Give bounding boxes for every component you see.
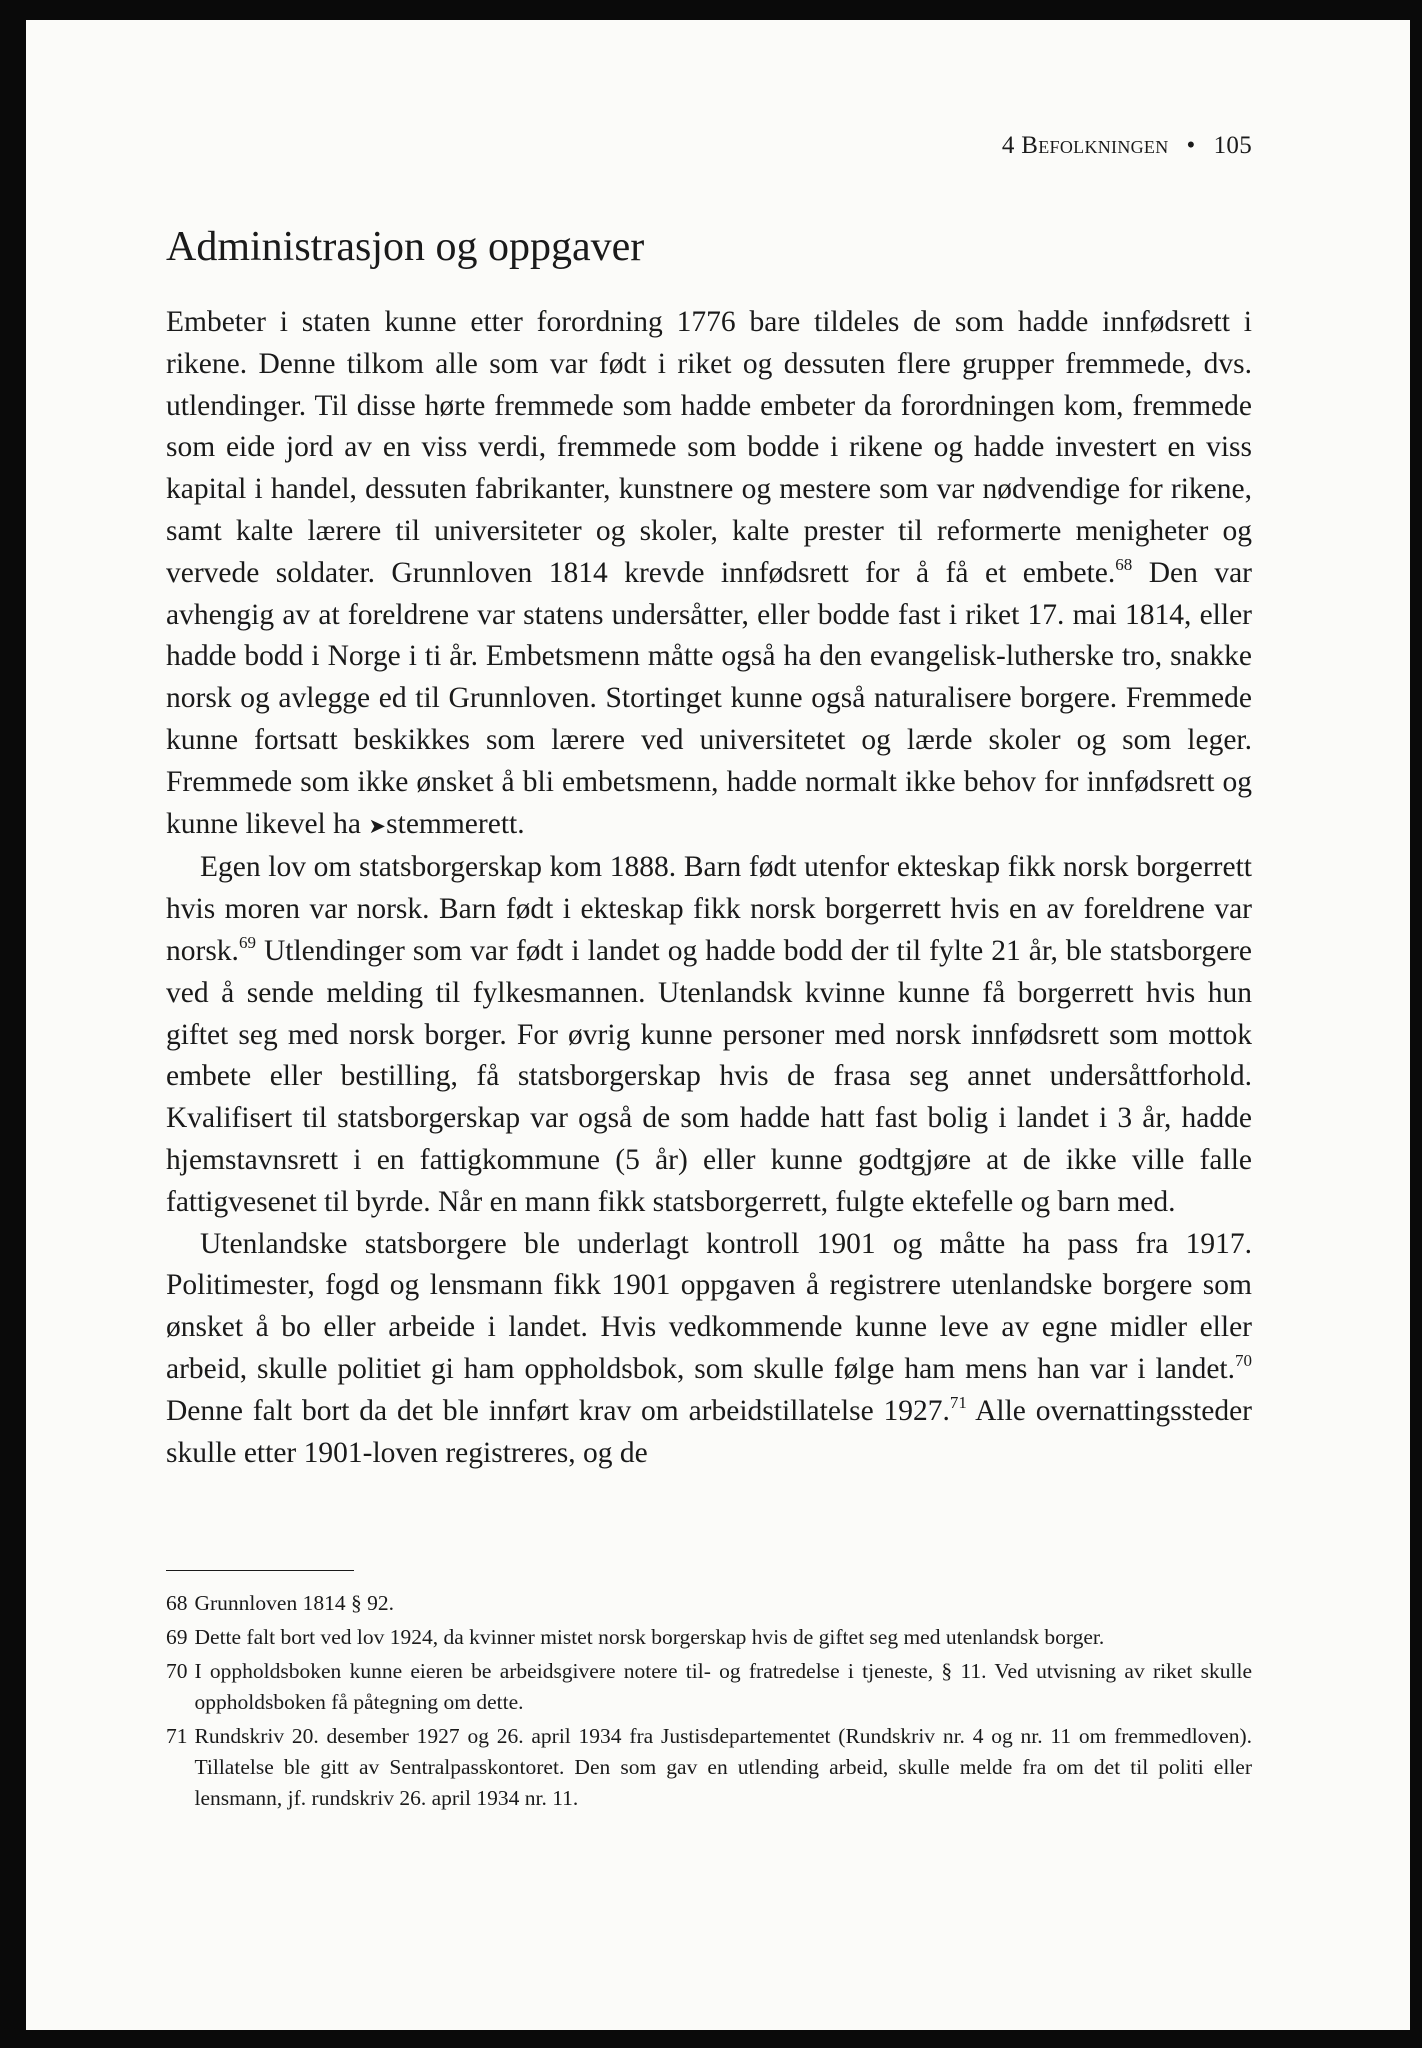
body-text (166, 302, 1252, 1474)
cross-reference-arrow-icon: ➤ (368, 813, 387, 838)
paragraph-3-part-2: Denne falt bort da det ble innført krav om arbeidstillatelse 1927. (166, 1394, 950, 1427)
running-header (166, 132, 1252, 160)
footnote-70 (166, 1656, 1252, 1718)
footnote-number: 69 (166, 1625, 188, 1649)
footnote-ref-69[interactable]: 69 (238, 932, 256, 952)
footnote-71 (166, 1721, 1252, 1814)
document-page (26, 20, 1410, 2030)
footnote-number: 71 (166, 1724, 188, 1748)
footnote-text: Grunnloven 1814 § 92. (194, 1591, 394, 1615)
paragraph-2 (166, 847, 1252, 1223)
paragraph-3 (166, 1224, 1252, 1475)
footnote-ref-71[interactable]: 71 (949, 1392, 967, 1412)
footnote-text: I oppholdsboken kunne eieren be arbeidsgivere notere til- og fratredelse i tjeneste, § 11. Ved utvisning av riket skulle oppholdsboken få påtegning om dette. (194, 1659, 1252, 1714)
footnote-number: 70 (166, 1659, 188, 1683)
paragraph-3-part-1: Utenlandske statsborgere ble underlagt kontroll 1901 og måtte ha pass fra 1917. Politimester, fogd og lensmann fikk 1901 oppgaven å registrere utenlandske borgere som ønsket å bo eller arbeide i landet. Hvis vedkommende kunne leve av egne midler eller arbeid, skulle politiet gi ham oppholdsbok, som skulle følge ham mens han var i landet. (166, 1227, 1252, 1385)
cross-reference-stemmerett[interactable]: stemmerett. (386, 807, 525, 840)
footnote-ref-70[interactable]: 70 (1235, 1350, 1252, 1370)
paragraph-1-part-1: Embeter i staten kunne etter forordning 1776 bare tildeles de som hadde innfødsrett i rikene. Denne tilkom alle som var født i riket og dessuten flere grupper fremmede, dvs. utlendinger. Til disse hørte fremmede som hadde embeter da forordningen kom, fremmede som eide jord av en viss verdi, fremmede som bodde i rikene og hadde investert en viss kapital i handel, dessuten fabrikanter, kunstnere og mestere som var nødvendige for rikene, samt kalte lærere til universiteter og skoler, kalte prester til reformerte menigheter og vervede soldater. Grunnloven 1814 krevde innfødsrett for å få et embete. (166, 306, 1252, 589)
chapter-title: 4 Befolkningen (1001, 132, 1169, 159)
footnote-ref-68[interactable]: 68 (1115, 554, 1133, 574)
footnote-number: 68 (166, 1591, 188, 1615)
paragraph-1-part-2: Den var avhengig av at foreldrene var statens undersåtter, eller bodde fast i riket 17. mai 1814, eller hadde bodd i Norge i ti år. Embetsmenn måtte også ha den evangelisk-lutherske tro, snakke norsk og avlegge ed til Grunnloven. Stortinget kunne også naturalisere borgere. Fremmede kunne fortsatt beskikkes som lærere ved universitetet og lærde skoler og som leger. Fremmede som ikke ønsket å bli embetsmenn, hadde normalt ikke behov for innfødsrett og kunne likevel ha (166, 556, 1252, 840)
footnote-text: Rundskriv 20. desember 1927 og 26. april 1934 fra Justisdepartementet (Rundskriv nr. 4 og nr. 11 om fremmedloven). Tillatelse ble gitt av Sentralpasskontoret. Den som gav en utlending arbeid, skulle melde fra om det til politi eller lensmann, jf. rundskriv 26. april 1934 nr. 11. (194, 1724, 1252, 1810)
footnote-68 (166, 1588, 1252, 1619)
footnote-69 (166, 1622, 1252, 1653)
paragraph-1 (166, 302, 1252, 847)
header-separator: • (1186, 132, 1196, 159)
page-number: 105 (1213, 132, 1252, 159)
paragraph-2-part-2: Utlendinger som var født i landet og hadde bodd der til fylte 21 år, ble statsborgere ved å sende melding til fylkesmannen. Utenlandsk kvinne kunne få borgerrett hvis hun giftet seg med norsk borger. For øvrig kunne personer med norsk innfødsrett som mottok embete eller bestilling, få statsborgerskap hvis de frasa seg annet undersåttforhold. Kvalifisert til statsborgerskap var også de som hadde hatt fast bolig i landet i 3 år, hadde hjemstavnsrett i en fattigkommune (5 år) eller kunne godtgjøre at de ikke ville falle fattigvesenet til byrde. Når en mann fikk statsborgerrett, fulgte ektefelle og barn med. (166, 934, 1252, 1218)
footnote-divider (166, 1570, 354, 1571)
section-heading: Administrasjon og oppgaver (166, 224, 645, 270)
paragraph-2-part-1: Egen lov om statsborgerskap kom 1888. Barn født utenfor ekteskap fikk norsk borgerrett hvis moren var norsk. Barn født i ekteskap fikk norsk borgerrett hvis en av foreldrene var norsk. (166, 851, 1252, 967)
paragraph-3-part-3: Alle overnattingssteder skulle etter 1901-loven registreres, og de (166, 1394, 1252, 1469)
footnotes (166, 1588, 1252, 1817)
footnote-text: Dette falt bort ved lov 1924, da kvinner mistet norsk borgerskap hvis de giftet seg med utenlandsk borger. (194, 1625, 1105, 1649)
